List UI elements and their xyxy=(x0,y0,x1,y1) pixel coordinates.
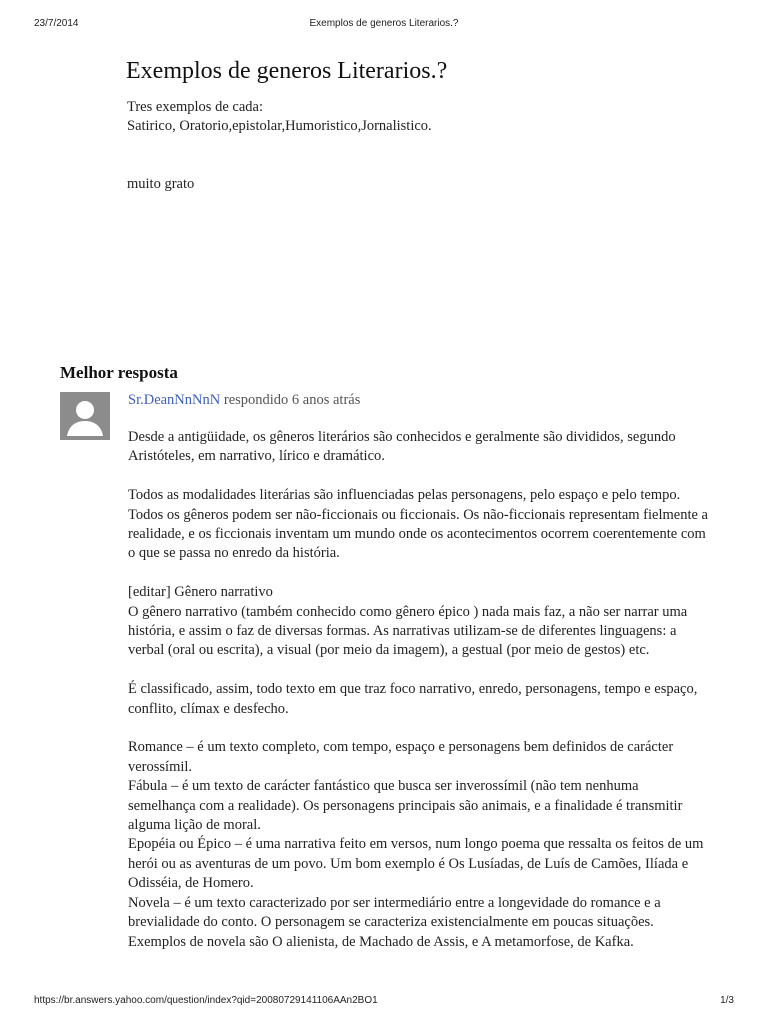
answer-paragraph: Epopéia ou Épico – é uma narrativa feito em versos, num longo poema que ressalta os feitos de um herói ou as aventuras de um povo. Um bom exemplo é Os Lusíadas, de Luís de Camões, Ilíada e Odisséia, de Homero. xyxy=(128,836,704,892)
answer-paragraph: Novela – é um texto caracterizado por ser intermediário entre a longevidade do romance e a brevialidade do conto. O personagem se caracteriza existencialmente em poucas situações. Exemplos de novela são O alienista, de Machado de Assis, e A metamorfose, de Kafka. xyxy=(128,894,661,950)
print-url: https://br.answers.yahoo.com/question/index?qid=20080729141106AAn2BO1 xyxy=(34,995,378,1006)
answer-paragraph: É classificado, assim, todo texto em que traz foco narrativo, enredo, personagens, tempo e espaço, conflito, clímax e desfecho. xyxy=(128,681,698,717)
question-title: Exemplos de generos Literarios.? xyxy=(126,58,448,84)
print-doc-title: Exemplos de generos Literarios.? xyxy=(309,18,459,29)
print-header xyxy=(0,18,768,32)
avatar[interactable] xyxy=(60,392,110,440)
answer-body xyxy=(128,428,708,952)
question-line: Satirico, Oratorio,epistolar,Humoristico,Jornalistico. xyxy=(127,118,432,134)
answer-paragraph: Todos as modalidades literárias são influenciadas pelas personagens, pelo espaço e pelo tempo. Todos os gêneros podem ser não-ficcionais ou ficcionais. Os não-ficcionais representam fielmente a realidade, e os ficcionais inventam um mundo onde os acontecimentos ocorrem coerentemente com o que se passa no enredo da história. xyxy=(128,487,708,562)
user-silhouette-icon xyxy=(60,392,110,440)
question-line: Tres exemplos de cada: xyxy=(127,99,263,115)
print-date: 23/7/2014 xyxy=(34,18,79,29)
answer-paragraph: Desde a antigüidade, os gêneros literários são conhecidos e geralmente são divididos, segundo Aristóteles, em narrativo, lírico e dramático. xyxy=(128,429,676,465)
answer-paragraph: Romance – é um texto completo, com tempo, espaço e personagens bem definidos de carácter verossímil. xyxy=(128,739,674,775)
question-body xyxy=(127,98,432,136)
answer-meta xyxy=(128,392,360,409)
answer-time: respondido 6 anos atrás xyxy=(223,392,361,408)
question-thanks: muito grato xyxy=(127,176,195,192)
answer-paragraph: O gênero narrativo (também conhecido como gênero épico ) nada mais faz, a não ser narrar uma história, e assim o faz de diversas formas. As narrativas utilizam-se de diferentes linguagens: a verbal (oral ou escrita), a visual (por meio da imagem), a gestual (por meio de gestos) etc. xyxy=(128,603,688,659)
answer-author-link[interactable]: Sr.DeanNnNnN xyxy=(128,392,221,408)
page-number: 1/3 xyxy=(720,995,734,1006)
print-footer xyxy=(0,995,768,1009)
answer-section-heading: [editar] Gênero narrativo xyxy=(128,584,273,601)
best-answer-heading: Melhor resposta xyxy=(60,363,178,382)
answer-paragraph: Fábula – é um texto de carácter fantástico que busca ser inverossímil (não tem nenhuma semelhança com a realidade). Os personagens principais são animais, e a finalidade é transmitir alguma lição de moral. xyxy=(128,778,683,834)
